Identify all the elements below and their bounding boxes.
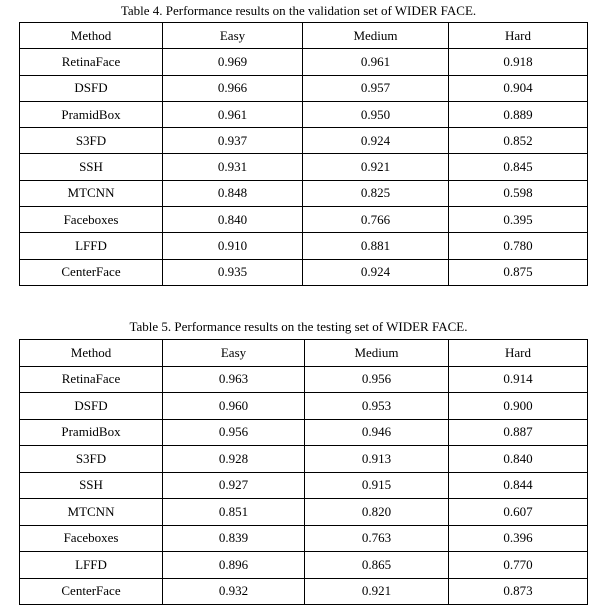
column-header-easy: Easy <box>163 340 305 367</box>
cell-hard: 0.914 <box>449 366 588 393</box>
cell-method: S3FD <box>20 446 163 473</box>
cell-easy: 0.935 <box>163 259 303 285</box>
table-body <box>20 49 588 286</box>
cell-hard: 0.396 <box>449 525 588 552</box>
cell-easy: 0.910 <box>163 233 303 259</box>
cell-medium: 0.961 <box>303 49 449 75</box>
cell-easy: 0.848 <box>163 180 303 206</box>
table-row <box>20 499 588 526</box>
table-row <box>20 472 588 499</box>
cell-easy: 0.969 <box>163 49 303 75</box>
cell-hard: 0.598 <box>449 180 588 206</box>
cell-method: DSFD <box>20 75 163 101</box>
cell-method: RetinaFace <box>20 49 163 75</box>
cell-hard: 0.770 <box>449 552 588 579</box>
cell-medium: 0.913 <box>305 446 449 473</box>
cell-method: CenterFace <box>20 578 163 605</box>
cell-easy: 0.937 <box>163 128 303 154</box>
column-header-method: Method <box>20 23 163 49</box>
column-header-method: Method <box>20 340 163 367</box>
column-header-hard: Hard <box>449 340 588 367</box>
cell-easy: 0.927 <box>163 472 305 499</box>
table-row <box>20 259 588 285</box>
cell-medium: 0.915 <box>305 472 449 499</box>
cell-method: S3FD <box>20 128 163 154</box>
cell-method: DSFD <box>20 393 163 420</box>
table-row <box>20 525 588 552</box>
cell-medium: 0.946 <box>305 419 449 446</box>
table-row <box>20 49 588 75</box>
cell-method: SSH <box>20 154 163 180</box>
cell-method: RetinaFace <box>20 366 163 393</box>
table-row <box>20 128 588 154</box>
cell-easy: 0.963 <box>163 366 305 393</box>
cell-easy: 0.966 <box>163 75 303 101</box>
cell-medium: 0.953 <box>305 393 449 420</box>
table-header <box>20 340 588 367</box>
table-5-caption: Table 5. Performance results on the testing set of WIDER FACE. <box>129 319 468 334</box>
header-row <box>20 23 588 49</box>
cell-easy: 0.928 <box>163 446 305 473</box>
cell-medium: 0.924 <box>303 259 449 285</box>
table-row <box>20 446 588 473</box>
cell-easy: 0.851 <box>163 499 305 526</box>
cell-hard: 0.900 <box>449 393 588 420</box>
cell-hard: 0.607 <box>449 499 588 526</box>
cell-easy: 0.932 <box>163 578 305 605</box>
cell-hard: 0.918 <box>449 49 588 75</box>
table-body <box>20 366 588 605</box>
table-row <box>20 180 588 206</box>
cell-hard: 0.875 <box>449 259 588 285</box>
table-row <box>20 419 588 446</box>
column-header-easy: Easy <box>163 23 303 49</box>
cell-method: Faceboxes <box>20 525 163 552</box>
table-row <box>20 75 588 101</box>
cell-medium: 0.881 <box>303 233 449 259</box>
table-row <box>20 233 588 259</box>
cell-medium: 0.825 <box>303 180 449 206</box>
cell-method: PramidBox <box>20 419 163 446</box>
cell-method: PramidBox <box>20 101 163 127</box>
column-header-medium: Medium <box>303 23 449 49</box>
table-row <box>20 552 588 579</box>
cell-medium: 0.763 <box>305 525 449 552</box>
cell-medium: 0.820 <box>305 499 449 526</box>
cell-method: CenterFace <box>20 259 163 285</box>
cell-medium: 0.766 <box>303 207 449 233</box>
cell-easy: 0.931 <box>163 154 303 180</box>
validation-results-table <box>19 22 588 286</box>
table-row <box>20 154 588 180</box>
column-header-medium: Medium <box>305 340 449 367</box>
cell-hard: 0.780 <box>449 233 588 259</box>
cell-hard: 0.844 <box>449 472 588 499</box>
cell-hard: 0.889 <box>449 101 588 127</box>
cell-easy: 0.896 <box>163 552 305 579</box>
cell-method: Faceboxes <box>20 207 163 233</box>
column-header-hard: Hard <box>449 23 588 49</box>
cell-hard: 0.840 <box>449 446 588 473</box>
cell-medium: 0.865 <box>305 552 449 579</box>
testing-results-table <box>19 339 588 605</box>
cell-method: MTCNN <box>20 499 163 526</box>
table-header <box>20 23 588 49</box>
cell-medium: 0.956 <box>305 366 449 393</box>
table-4-caption: Table 4. Performance results on the validation set of WIDER FACE. <box>120 3 477 18</box>
cell-medium: 0.950 <box>303 101 449 127</box>
cell-hard: 0.904 <box>449 75 588 101</box>
cell-hard: 0.852 <box>449 128 588 154</box>
cell-medium: 0.957 <box>303 75 449 101</box>
cell-easy: 0.961 <box>163 101 303 127</box>
cell-hard: 0.845 <box>449 154 588 180</box>
cell-easy: 0.960 <box>163 393 305 420</box>
cell-hard: 0.395 <box>449 207 588 233</box>
cell-easy: 0.839 <box>163 525 305 552</box>
table-row <box>20 101 588 127</box>
header-row <box>20 340 588 367</box>
cell-medium: 0.921 <box>305 578 449 605</box>
cell-easy: 0.956 <box>163 419 305 446</box>
table-row <box>20 393 588 420</box>
table-row <box>20 578 588 605</box>
cell-medium: 0.921 <box>303 154 449 180</box>
cell-method: LFFD <box>20 233 163 259</box>
cell-hard: 0.873 <box>449 578 588 605</box>
cell-medium: 0.924 <box>303 128 449 154</box>
cell-method: MTCNN <box>20 180 163 206</box>
cell-method: LFFD <box>20 552 163 579</box>
table-row <box>20 366 588 393</box>
table-row <box>20 207 588 233</box>
cell-easy: 0.840 <box>163 207 303 233</box>
cell-method: SSH <box>20 472 163 499</box>
cell-hard: 0.887 <box>449 419 588 446</box>
